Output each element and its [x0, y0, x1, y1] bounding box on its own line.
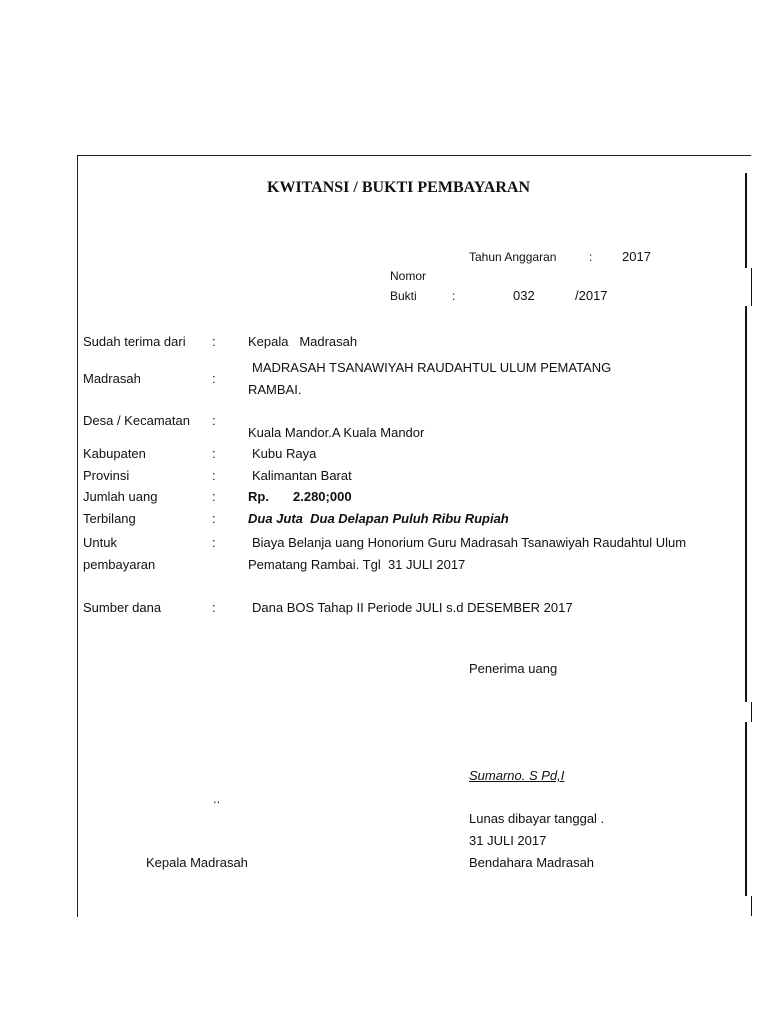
- madrasah-value-line1: MADRASAH TSANAWIYAH RAUDAHTUL ULUM PEMATANG: [252, 360, 612, 375]
- sumber-dana-label: Sumber dana: [83, 600, 162, 615]
- field-separator: :: [212, 600, 216, 615]
- terbilang-value: Dua Juta Dua Delapan Puluh Ribu Rupiah: [248, 511, 509, 526]
- document-border-right: [751, 896, 752, 916]
- document-border-right: [751, 702, 752, 722]
- document-border-right: [745, 173, 747, 268]
- field-separator: :: [212, 334, 216, 349]
- field-separator: :: [212, 468, 216, 483]
- kabupaten-label: Kabupaten: [83, 446, 146, 461]
- jumlah-currency: Rp.: [248, 489, 269, 504]
- lunas-date: 31 JULI 2017: [469, 833, 547, 848]
- terbilang-label: Terbilang: [83, 511, 136, 526]
- untuk-label-line1: Untuk: [83, 535, 117, 550]
- document-border-right: [745, 306, 747, 702]
- tahun-anggaran-label: Tahun Anggaran: [469, 250, 557, 264]
- document-border-top: [77, 155, 751, 156]
- nomor-year: /2017: [575, 288, 608, 303]
- document-border-right: [745, 722, 747, 896]
- provinsi-label: Provinsi: [83, 468, 130, 483]
- kabupaten-value: Kubu Raya: [252, 446, 317, 461]
- untuk-value-line1: Biaya Belanja uang Honorium Guru Madrasah Tsanawiyah Raudahtul Ulum: [252, 535, 687, 550]
- document-title: KWITANSI / BUKTI PEMBAYARAN: [267, 179, 531, 196]
- penerima-uang-label: Penerima uang: [469, 661, 558, 676]
- placeholder-dots: ..: [213, 791, 221, 806]
- madrasah-label: Madrasah: [83, 371, 141, 386]
- field-separator: :: [212, 535, 216, 550]
- jumlah-value: 2.280;000: [293, 489, 352, 504]
- nomor-separator: :: [452, 289, 456, 303]
- provinsi-value: Kalimantan Barat: [252, 468, 352, 483]
- sudah-terima-value: Kepala Madrasah: [248, 334, 358, 349]
- document-border-left: [77, 155, 78, 917]
- tahun-anggaran-separator: :: [589, 250, 593, 264]
- bukti-label: Bukti: [390, 289, 417, 303]
- desa-value: Kuala Mandor.A Kuala Mandor: [248, 425, 425, 440]
- jumlah-uang-label: Jumlah uang: [83, 489, 158, 504]
- field-separator: :: [212, 413, 216, 428]
- field-separator: :: [212, 446, 216, 461]
- untuk-value-line2: Pematang Rambai. Tgl 31 JULI 2017: [248, 557, 466, 572]
- document-border-right: [751, 268, 752, 306]
- field-separator: :: [212, 489, 216, 504]
- nomor-value: 032: [513, 288, 535, 303]
- sumber-dana-value: Dana BOS Tahap II Periode JULI s.d DESEMBER 2017: [252, 600, 573, 615]
- tahun-anggaran-value: 2017: [622, 249, 651, 264]
- field-separator: :: [212, 511, 216, 526]
- lunas-dibayar-text: Lunas dibayar tanggal .: [469, 811, 605, 826]
- madrasah-value-line2: RAMBAI.: [248, 382, 302, 397]
- kepala-madrasah-label: Kepala Madrasah: [146, 855, 248, 870]
- desa-label: Desa / Kecamatan: [83, 413, 190, 428]
- nomor-label: Nomor: [390, 269, 427, 283]
- bendahara-madrasah-label: Bendahara Madrasah: [469, 855, 595, 870]
- sudah-terima-label: Sudah terima dari: [83, 334, 186, 349]
- untuk-label-line2: pembayaran: [83, 557, 156, 572]
- field-separator: :: [212, 371, 216, 386]
- penerima-signature-name: Sumarno. S Pd,I: [469, 768, 565, 783]
